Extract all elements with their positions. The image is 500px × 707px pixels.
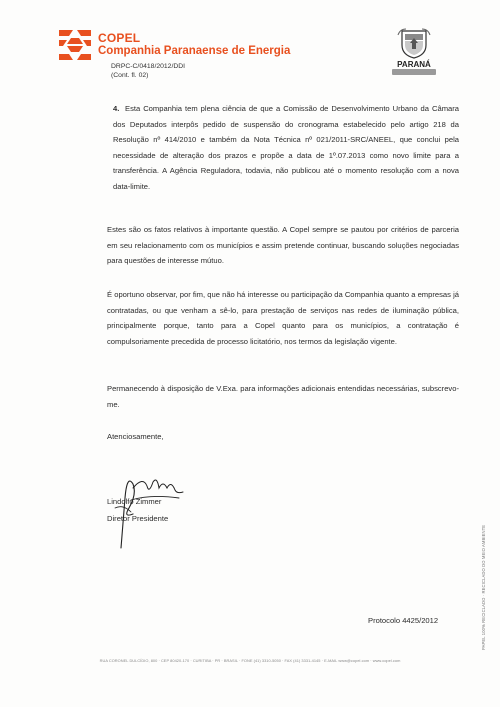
protocol-number: Protocolo 4425/2012 [368,616,439,625]
state-name: PARANÁ [397,60,431,69]
footer-address: RUA CORONEL DULCÍDIO, 800 · CEP 80420-170 · CURITIBA · PR · BRASIL · FONE (41) 3310-5050 · FAX (41) 3331-4145 · E-MAIL www@copel.com · www.copel.com [99,658,401,663]
paragraph-4-text: Esta Companhia tem plena ciência de que a Comissão de Desenvolvimento Urbano da Câmara dos Deputados interpôs pedido de suspensão do cronograma estabelecido pelo artigo 218 da Resolução nº 414/2010 e também da Nota Técnica nº 021/2011-SRC/ANEEL, que conclui pela necessidade de alteração dos prazos e propõe a data de 1º.07.2013 como novo limite para a transferência. A Agência Reguladora, todavia, não publicou até o momento resolução com a nova data-limite. [113,104,459,191]
paragraph-7: Permanecendo à disposição de V.Exa. para informações adicionais entendidas necessárias, subscrevo-me. [107,384,459,409]
state-subtitle [392,69,436,75]
paragraph-5: Estes são os fatos relativos à importante questão. A Copel sempre se pautou por critérios de parceria em seu relacionamento com os municípios e assim pretende continuar, buscando soluções negociadas para questões de interesse mútuo. [107,225,459,266]
paragraph-number: 4. [113,104,120,113]
signatory-name: Lindolfo Zimmer [107,497,162,506]
page-continuation: (Cont. fl. 02) [111,72,149,79]
signatory-role: Diretor Presidente [107,514,169,523]
handwritten-signature-icon [103,468,193,552]
brand-name: COPEL [98,31,141,45]
closing-salutation: Atenciosamente, [107,432,164,441]
recycled-paper-note: PAPEL 100% RECICLADO · RECICLADO DO MEIO AMBIENTE [481,524,486,650]
paragraph-4 [113,101,459,195]
copel-logo-icon [57,28,93,62]
document-reference: DRPC-C/0418/2012/DDI [111,63,186,70]
brand-full-name: Companhia Paranaense de Energia [98,45,291,57]
paragraph-6: É oportuno observar, por fim, que não há interesse ou participação da Companhia quanto a empresas já contratadas, ou que venham a sê-lo, para prestação de serviços nas redes de iluminação pública, principalmente porque, tanto para a Copel quanto para os municípios, a contratação é compulsoriamente precedida de processo licitatório, nos termos da legislação vigente. [107,290,459,346]
state-seal-icon [396,27,432,59]
